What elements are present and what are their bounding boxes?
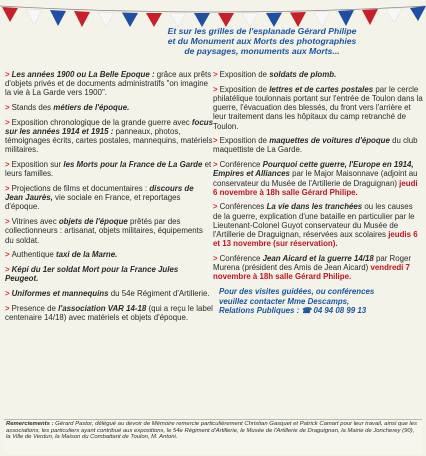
item-text: prêtés par des collectionneurs : artisanat, objets militaires, équipements du soldat. xyxy=(5,217,203,245)
item-text: Conférences xyxy=(219,202,265,212)
item-text: Authentique xyxy=(11,250,54,260)
list-item xyxy=(5,250,213,259)
arrow-bullet-icon: > xyxy=(5,264,10,274)
item-emphasis: métiers de l'époque. xyxy=(53,103,130,113)
item-emphasis: Pourquoi cette guerre, l'Europe en 1914, Empires et Alliances xyxy=(213,160,414,179)
contact-line: Pour des visites guidées, ou conférences xyxy=(219,287,375,297)
arrow-bullet-icon: > xyxy=(5,250,10,260)
arrow-bullet-icon: > xyxy=(5,70,10,79)
header-line: et du Monument aux Morts des photographies xyxy=(167,36,357,46)
list-item xyxy=(213,160,423,197)
item-text: Exposition de xyxy=(219,84,267,94)
item-text: par le cercle philatélique toulonnais portant sur l'entrée de Toulon dans la guerre, l'évacuation des blessés, du front vers l'arrière et leur traitement dans les hôpitaux du camp retranché de Toulon. xyxy=(213,84,423,131)
item-text: Projections de films et documentaires : xyxy=(11,184,148,194)
item-text: grâce aux prêts d'objets privés et de documents administratifs "on imagine la vie à La Garde vers 1900". xyxy=(5,70,212,98)
left-column xyxy=(5,70,213,327)
header-line: Et sur les grilles de l'esplanade Gérard Philipe xyxy=(167,26,357,36)
arrow-bullet-icon: > xyxy=(5,103,10,113)
list-item xyxy=(213,136,423,154)
item-emphasis: soldats de plomb. xyxy=(269,70,337,79)
item-text: du 54e Régiment d'Artillerie. xyxy=(110,288,210,298)
item-emphasis: objets de l'époque xyxy=(58,217,128,227)
item-text: (qui a reçu le label centenaire 14/18) avec matériels et objets d'époque. xyxy=(5,303,213,322)
item-emphasis: discours de Jean Jaurès, xyxy=(5,184,194,203)
item-text: ou les causes de la guerre, explication d'une bataille en particulier par le Lieutenant-Colonel Guyot conservateur du Musée de l'Artillerie de Draguignan, réservées aux scolaires xyxy=(213,202,415,240)
item-text: panneaux, photos, témoignages écrits, cartes postales, mannequins, matériels militaires. xyxy=(5,127,213,155)
acknowledgements-box xyxy=(4,419,422,454)
item-emphasis: les Morts pour la France de La Garde xyxy=(63,160,203,170)
list-item xyxy=(213,85,423,131)
list-item xyxy=(5,118,213,155)
list-item xyxy=(5,184,213,212)
item-text: Exposition sur xyxy=(11,160,62,170)
item-text: du club maquettiste de La Garde. xyxy=(213,136,418,155)
item-emphasis: La vie dans les tranchées xyxy=(266,202,363,212)
list-item xyxy=(5,217,213,245)
list-item xyxy=(213,254,423,282)
arrow-bullet-icon: > xyxy=(5,217,10,227)
event-date: jeudi 6 novembre à 18h salle Gérard Philipe. xyxy=(213,178,418,197)
list-item xyxy=(5,265,213,283)
acknowledgements-label: Remerciements : xyxy=(6,421,54,427)
item-text: Vitrines avec xyxy=(11,217,57,227)
event-date: vendredi 7 novembre à 18h salle Gérard Philipe. xyxy=(213,263,410,282)
list-item xyxy=(213,202,423,248)
header-line: de paysages, monuments aux Morts... xyxy=(184,46,340,56)
item-emphasis: Jean Aicard et la guerre 14/18 xyxy=(262,253,374,263)
item-emphasis: taxi de la Marne. xyxy=(55,250,118,260)
arrow-bullet-icon: > xyxy=(5,184,10,194)
item-emphasis: l'association VAR 14-18 xyxy=(58,303,147,313)
item-text: Conférence xyxy=(219,160,261,170)
item-text: vie sociale en France, et reportages d'époque. xyxy=(5,193,181,212)
item-emphasis: lettres et de cartes postales xyxy=(269,84,374,94)
arrow-bullet-icon: > xyxy=(213,70,218,79)
arrow-bullet-icon: > xyxy=(213,202,218,212)
contact-line: veuillez contacter Mme Descamps, xyxy=(219,296,350,306)
list-item xyxy=(5,70,213,98)
arrow-bullet-icon: > xyxy=(213,84,218,94)
item-text: Exposition de xyxy=(219,136,267,146)
arrow-bullet-icon: > xyxy=(213,160,218,170)
header-block xyxy=(147,26,377,56)
item-emphasis: Képi du 1er soldat Mort pour la France Jules Peugeot. xyxy=(5,264,179,284)
item-text: Exposition chronologique de la grande guerre avec xyxy=(11,117,190,127)
item-text: Conférence xyxy=(219,253,261,263)
item-emphasis: maquettes de voitures d'époque xyxy=(269,136,390,146)
contact-phone: Relations Publiques : ☎ 04 94 08 99 13 xyxy=(219,306,367,316)
item-title: Les années 1900 ou La Belle Epoque : xyxy=(11,70,155,79)
item-emphasis: focus sur les années 1914 et 1915 : xyxy=(5,117,213,137)
arrow-bullet-icon: > xyxy=(5,117,10,127)
item-text: et leurs familles. xyxy=(5,160,212,179)
arrow-bullet-icon: > xyxy=(213,253,218,263)
list-item xyxy=(5,103,213,112)
bunting-flags xyxy=(0,0,426,28)
item-text: Presence de xyxy=(11,303,56,313)
list-item xyxy=(5,289,213,298)
item-emphasis: Uniformes et mannequins xyxy=(11,288,109,298)
contact-block xyxy=(219,287,423,316)
event-date: jeudis 6 et 13 novembre (sur réservation). xyxy=(213,230,418,249)
arrow-bullet-icon: > xyxy=(213,136,218,146)
arrow-bullet-icon: > xyxy=(5,303,10,313)
item-text: par le Major Maisonnave (adjoint au conservateur du Musée de l'Artillerie de Draguignan) xyxy=(213,169,418,188)
list-item xyxy=(213,70,423,79)
right-column xyxy=(213,70,423,316)
item-text: Stands des xyxy=(11,103,52,113)
list-item xyxy=(5,304,213,322)
acknowledgements-text: Gérard Pastor, délégué au devoir de Mémoire remercie particulièrement Christian Gasquet et Patrick Camart pour leur travail, ainsi que les associations, les particuliers ayant contribué aux expositions, le 54e Régiment d'Artillerie, le Musée de l'Artillerie de Draguignan, la Mairie de Joncherey (90), la Ville de Verdun, la Maison du Combattant de Toulon, M. Antoni. xyxy=(6,421,417,441)
item-text: par Roger Murena (président des Amis de Jean Aicard) xyxy=(213,253,412,273)
arrow-bullet-icon: > xyxy=(5,288,10,298)
item-text: Exposition de xyxy=(219,70,267,79)
list-item xyxy=(5,160,213,178)
arrow-bullet-icon: > xyxy=(5,160,10,170)
